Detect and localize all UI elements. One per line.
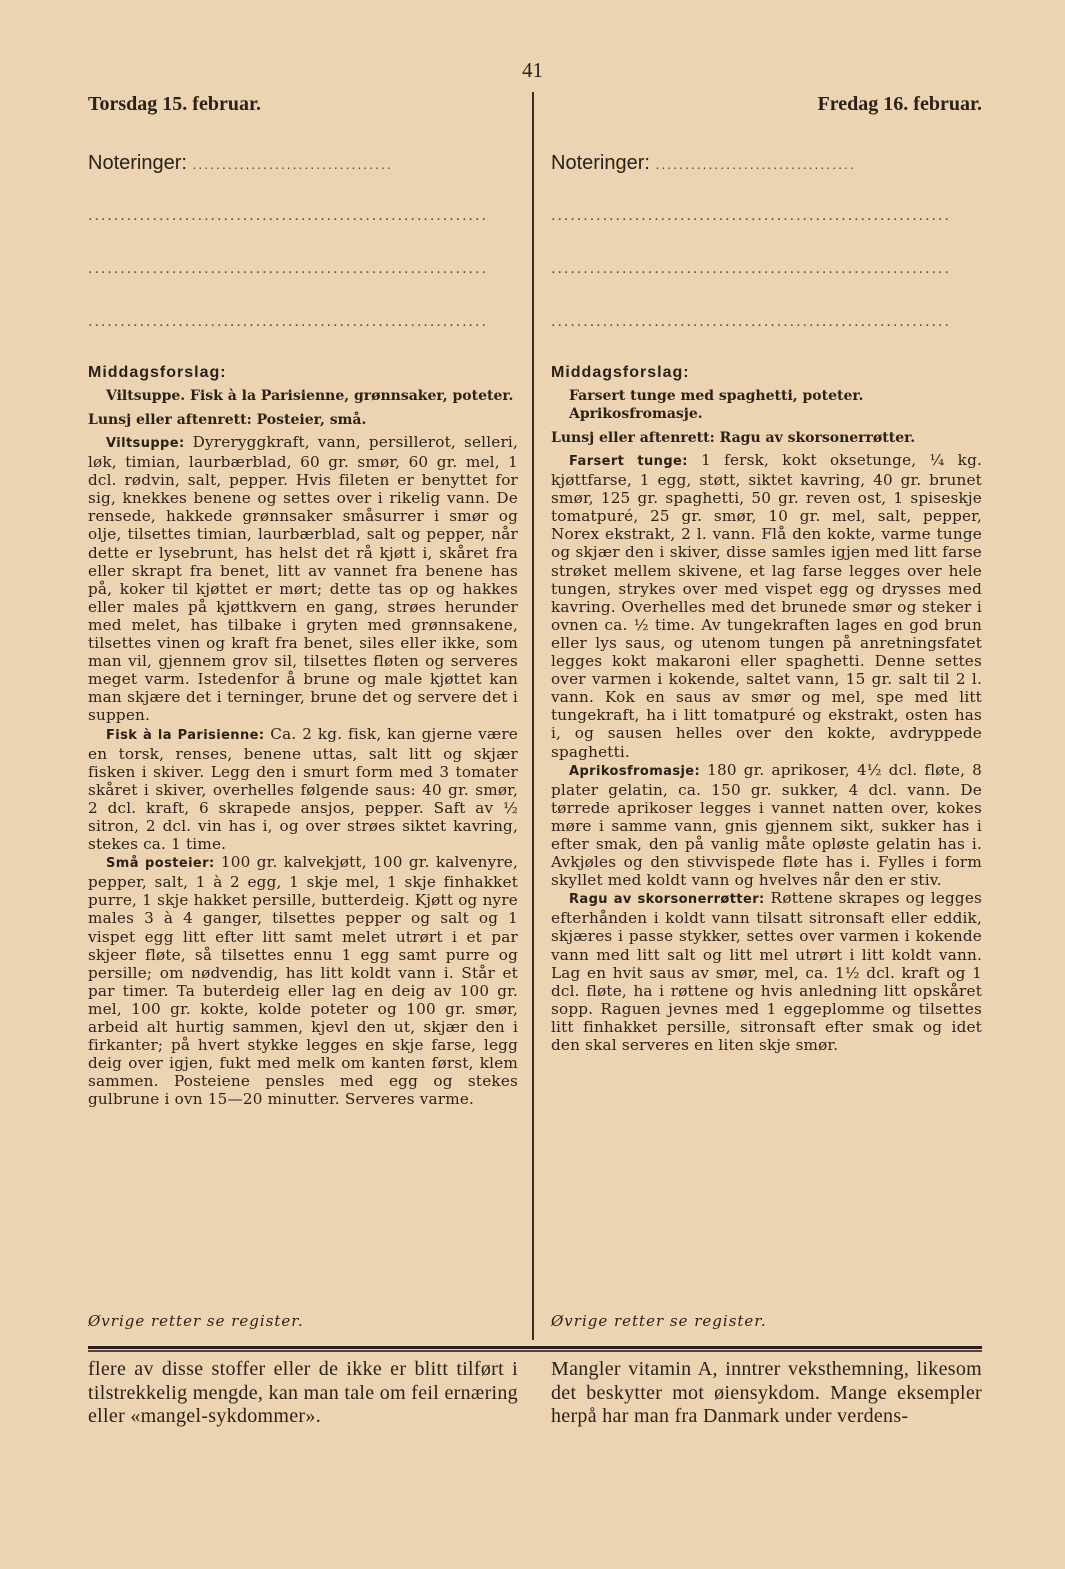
- right-lunch: Lunsj eller aftenrett: Ragu av skorsonerrøtter.: [551, 430, 916, 446]
- right-date: Fredag 16. februar.: [817, 93, 982, 115]
- page-number: 41: [522, 58, 543, 82]
- right-note-line-1: ..............................................................: [551, 208, 951, 224]
- right-column: [551, 92, 982, 1054]
- right-recipe-3: [551, 889, 982, 1054]
- bottom-right-text: Mangler vitamin A, inntrer veksthemning, likesom det beskytter mot øiensykdom. Mange eksempler herpå har man fra Danmark under verdens-: [551, 1358, 982, 1427]
- column-divider: [532, 92, 534, 1340]
- left-recipe-3-title: Små posteier:: [106, 856, 215, 872]
- right-recipe-1: [551, 451, 982, 761]
- right-recipe-3-title: Ragu av skorsonerrøtter:: [569, 892, 765, 908]
- left-recipe-3: [88, 853, 518, 1108]
- right-notes-label: Noteringer: ..................................: [551, 152, 856, 174]
- right-notes-label-text: Noteringer:: [551, 152, 650, 174]
- right-recipe-2-text: 180 gr. aprikoser, 4½ dcl. fløte, 8 plater gelatin, ca. 150 gr. sukker, 4 dcl. vann. De tørrede aprikoser legges i vannet natten over, kokes møre i samme vann, gnis gjennem sikt, sukker has i efter smak, den på vanlig måte opløste gelatin has i. Avkjøles og den stivvispede fløte has i. Fylles i form skyllet med koldt vann og hvelves når den er stiv.: [551, 760, 982, 890]
- left-notes-label-text: Noteringer:: [88, 152, 187, 174]
- left-recipe-2: [88, 725, 518, 854]
- bottom-rule-secondary: [88, 1350, 982, 1352]
- right-section-head: Middagsforslag:: [551, 364, 690, 381]
- left-recipe-1-text: Dyreryggkraft, vann, persillerot, selleri, løk, timian, laurbærblad, 60 gr. smør, 60 gr. mel, 1 dcl. rødvin, salt, pepper. Hvis fileten er benyttet for sig, knekkes benene og settes over i rikelig vann. De rensede, hakkede grønnsaker småsurrer i smør og olje, tilsettes timian, laurbærblad, salt og pepper, når dette er lysebrunt, has helst det rå kjøtt i, skåret fra eller skrapt fra benet, litt av vannet fra benene has på, koker til kjøttet er mørt; dette tas op og hakkes eller males på kjøttkvern en gang, strøes herunder med melet, has tilbake i gryten med grønnsakene, tilsettes vinen og kraft fra benet, siles eller ikke, som man vil, gjennem grov sil, tilsettes fløten og serveres meget varm. Istedenfor å brune og male kjøttet kan man skjære det i terninger, brune det og servere det i suppen.: [88, 433, 519, 725]
- left-section-head: Middagsforslag:: [88, 364, 227, 381]
- left-recipe-2-title: Fisk à la Parisienne:: [106, 727, 265, 743]
- right-recipe-3-text: Røttene skrapes og legges efterhånden i koldt vann tilsatt sitronsaft eller eddik, skjæres i passe stykker, settes over varmen i kokende vann med litt salt og litt mel utrørt i litt koldt vann. Lag en hvit saus av smør, mel, ca. 1½ dcl. kraft og 1 dcl. fløte, ha i røttene og hvis anledning litt opskåret sopp. Raguen jevnes med 1 eggeplomme og tilsettes litt finhakket persille, sitronsaft efter smak og idet den skal serveres en liten skje smør.: [551, 889, 983, 1054]
- left-recipe-1-title: Viltsuppe:: [106, 436, 185, 451]
- left-note-line-3: ..............................................................: [88, 314, 488, 330]
- bottom-rule: [88, 1346, 982, 1349]
- left-note-line-2: ..............................................................: [88, 261, 488, 277]
- left-footer: Øvrige retter se register.: [88, 1312, 304, 1330]
- right-note-line-2: ..............................................................: [551, 261, 951, 277]
- left-lunch: Lunsj eller aftenrett: Posteier, små.: [88, 412, 367, 428]
- right-recipes: [551, 451, 982, 1054]
- right-recipe-2-title: Aprikosfromasje:: [569, 763, 701, 779]
- left-recipes: [88, 433, 518, 1108]
- left-notes-label: Noteringer: ..................................: [88, 152, 393, 174]
- left-recipe-1: [88, 433, 518, 725]
- left-menu: Viltsuppe. Fisk à la Parisienne, grønnsaker, poteter.: [106, 388, 514, 404]
- right-recipe-1-text: 1 fersk, kokt oksetunge, ¼ kg. kjøttfarse, 1 egg, støtt, siktet kavring, 40 gr. brunet smør, 125 gr. spaghetti, 50 gr. reven ost, 1 spiseskje tomatpuré, 25 gr. smør, 10 gr. mel, salt, pepper, Norex ekstrakt, 2 l. vann. Flå den kokte, varme tunge og skjær den i skiver, disse samles igjen med litt farse strøket mellem skivene, et lag farse legges over hele tungen, strykes over med vispet egg og drysses med kavring. Overhelles med det brunede smør og steker i ovnen ca. ½ time. Av tungekraften lages en god brun eller lys saus, og utenom tungen på anretningsfatet legges kokt makaroni eller spaghetti. Denne settes over varmen i kokende, saltet vann, 15 gr. salt til 2 l. vann. Kok en saus av smør og mel, spe med litt tungekraft, ha i litt tomatpuré og ekstrakt, osten has i, og sausen helles over den kokte, avdryppede spaghetti.: [551, 451, 983, 761]
- left-recipe-2-text: Ca. 2 kg. fisk, kan gjerne være en torsk, renses, benene uttas, salt litt og skjær fisken i skiver. Legg den i smurt form med 3 tomater skåret i skiver, overhelles følgende saus: 40 gr. smør, 2 dcl. kraft, 6 skrapede ansjos, pepper. Saft av ½ sitron, 2 dcl. vin has i, og over strøes siktet kavring, stekes ca. 1 time.: [88, 724, 518, 854]
- left-date: Torsdag 15. februar.: [88, 93, 261, 115]
- bottom-left-text: flere av disse stoffer eller de ikke er blitt tilført i tilstrekkelig mengde, kan man tale om feil ernæring eller «mangel-sykdommer».: [88, 1358, 518, 1427]
- right-footer: Øvrige retter se register.: [551, 1312, 767, 1330]
- left-column: [88, 92, 518, 1108]
- right-recipe-1-title: Farsert tunge:: [569, 454, 688, 469]
- right-note-line-3: ..............................................................: [551, 314, 951, 330]
- left-note-line-1: ..............................................................: [88, 208, 488, 224]
- right-menu: Farsert tunge med spaghetti, poteter. Aprikosfromasje.: [569, 388, 864, 422]
- left-recipe-3-text: 100 gr. kalvekjøtt, 100 gr. kalvenyre, pepper, salt, 1 à 2 egg, 1 skje mel, 1 skje finhakket purre, 1 skje hakket persille, butterdeig. Kjøtt og nyre males 3 à 4 ganger, tilsettes pepper og salt og 1 vispet egg litt efter litt samt melet utrørt i et par skjeer fløte, så tilsettes ennu 1 egg samt purre og persille; om nødvendig, has litt koldt vann i. Står et par timer. Ta buterdeig eller lag en deig av 100 gr. mel, 100 gr. kokte, kolde poteter og 100 gr. smør, arbeid alt hurtig sammen, kjevl den ut, skjær den i firkanter; på hvert stykke legges en skje farse, legg deig over igjen, fukt med melk om kanten først, klem sammen. Posteiene pensles med egg og stekes gulbrune i ovn 15—20 minutter. Serveres varme.: [88, 853, 519, 1109]
- right-recipe-2: [551, 761, 982, 890]
